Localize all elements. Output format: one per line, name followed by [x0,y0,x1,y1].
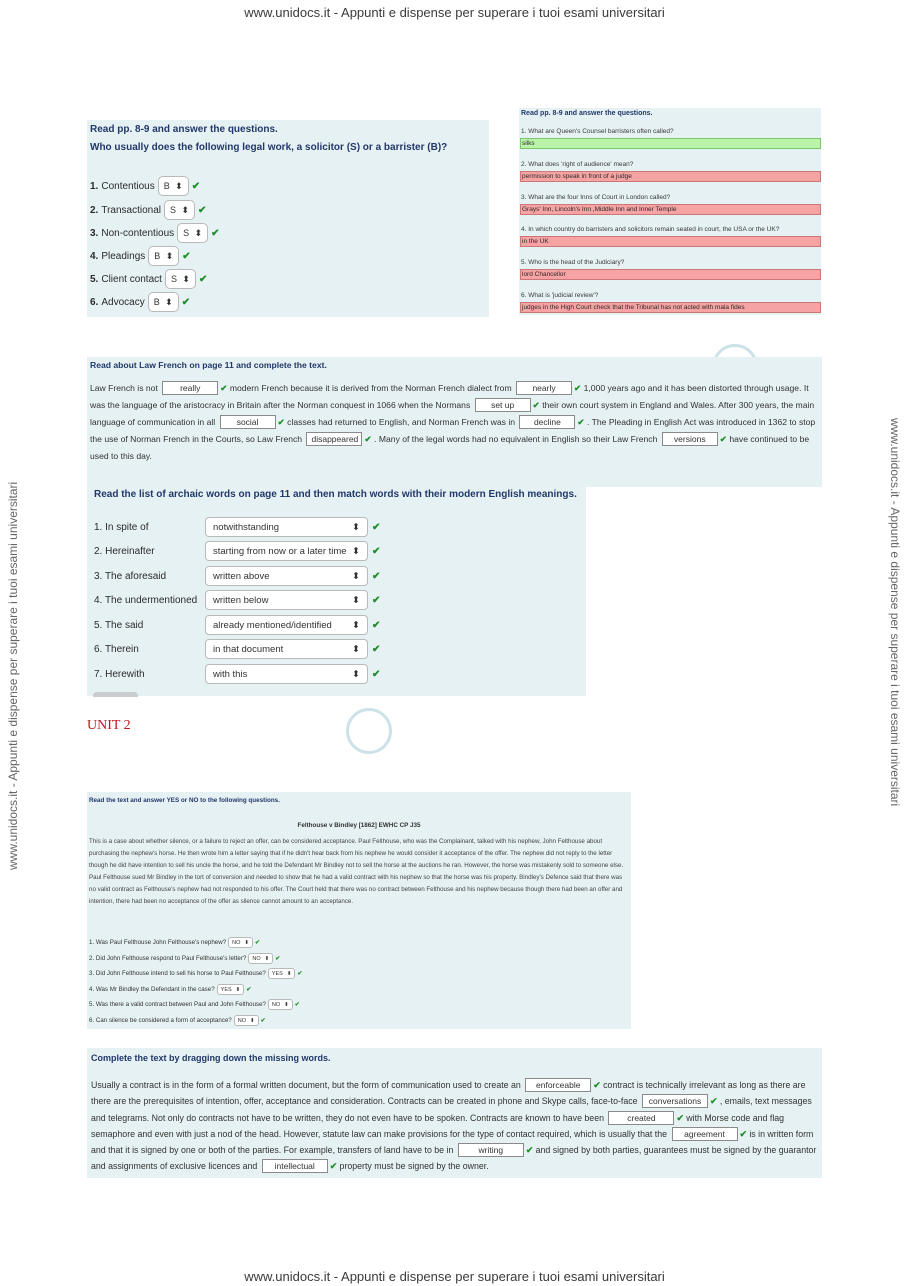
up-down-arrows-icon: ⬍ [264,955,270,962]
legal-item-label: Non-contentious [101,227,175,239]
answer-select[interactable]: B ⬍ [158,176,189,196]
counsel-answer-field[interactable]: in the UK [520,236,821,247]
answer-select[interactable]: B ⬍ [148,292,179,312]
up-down-arrows-icon: ⬍ [194,227,203,238]
archaic-word: 6. Therein [94,643,139,655]
yes-no-select[interactable]: NO ⬍ [234,1015,259,1026]
up-down-arrows-icon: ⬍ [175,180,183,191]
yes-no-question: 1. Was Paul Felthouse John Felthouse's nephew? NO ⬍ ✔ [89,939,261,946]
up-down-arrows-icon: ⬍ [165,250,174,261]
legal-item: 4. Pleadings B ⬍ ✔ [90,246,191,266]
check-icon: ✔ [372,545,381,557]
felthouse-instruction: Read the text and answer YES or NO to the following questions. [89,797,280,804]
side-watermark-right: www.unidocs.it - Appunti e dispense per superare i tuoi esami universitari [888,418,902,807]
yes-no-question: 3. Did John Felthouse intend to sell his horse to Paul Felthouse? YES ⬍ ✔ [89,970,303,977]
legal-work-instruction: Read pp. 8-9 and answer the questions. [90,124,278,135]
check-icon: ✔ [372,668,381,680]
yes-no-select[interactable]: NO ⬍ [248,953,273,964]
answer-blank[interactable]: decline [519,415,575,429]
check-icon: ✔ [198,273,208,285]
check-icon: ✔ [710,1096,718,1107]
yes-no-question: 5. Was there a valid contract between Paul and John Felthouse? NO ⬍ ✔ [89,1001,300,1008]
law-french-instruction: Read about Law French on page 11 and complete the text. [90,360,327,370]
up-down-arrows-icon: ⬍ [286,970,292,977]
yes-no-question: 4. Was Mr Bindley the Defendant in the case? YES ⬍ ✔ [89,986,252,993]
archaic-item [94,517,380,537]
check-icon: ✔ [260,1017,266,1024]
archaic-words-panel [87,487,586,696]
yes-no-select[interactable]: YES ⬍ [217,984,245,995]
contract-instruction: Complete the text by dragging down the missing words. [91,1053,331,1063]
counsel-question: 6. What is 'judicial review'? [521,292,599,299]
check-icon: ✔ [294,1001,300,1008]
legal-item-label: Client contact [101,273,162,285]
answer-blank[interactable]: disappeared [306,432,362,446]
archaic-word: 1. In spite of [94,521,149,533]
check-icon: ✔ [372,594,381,606]
archaic-instruction: Read the list of archaic words on page 11 and then match words with their modern English meanings. [94,489,577,500]
answer-blank[interactable]: social [220,415,276,429]
check-icon: ✔ [372,619,381,631]
legal-item-label: Contentious [101,180,155,192]
legal-item: 3. Non-contentious S ⬍ ✔ [90,223,220,243]
archaic-item [94,566,380,586]
page-footer: www.unidocs.it - Appunti e dispense per superare i tuoi esami universitari [244,1269,665,1284]
answer-blank[interactable]: nearly [516,381,572,395]
answer-select[interactable]: S ⬍ [177,223,208,243]
check-icon: ✔ [329,1161,338,1172]
check-icon: ✔ [191,180,201,192]
drop-blank[interactable]: created [608,1111,674,1125]
yes-no-question: 2. Did John Felthouse respond to Paul Felthouse's letter? NO ⬍ ✔ [89,955,281,962]
drop-blank[interactable]: agreement [672,1127,738,1141]
answer-select[interactable]: S ⬍ [164,200,195,220]
check-icon: ✔ [255,939,261,946]
up-down-arrows-icon: ⬍ [235,986,241,993]
answer-select[interactable]: B ⬍ [148,246,179,266]
archaic-word: 4. The undermentioned [94,594,198,606]
answer-select[interactable]: S ⬍ [165,269,196,289]
counsel-question: 3. What are the four Inns of Court in London called? [521,194,671,201]
archaic-item [94,639,380,659]
check-icon: ✔ [739,1128,747,1139]
archaic-word: 7. Herewith [94,668,145,680]
up-down-arrows-icon: ⬍ [352,668,360,680]
archaic-word: 3. The aforesaid [94,570,167,582]
check-button[interactable] [93,692,138,697]
counsel-instruction: Read pp. 8-9 and answer the questions. [521,110,653,117]
watermark-logo-icon [346,708,392,754]
archaic-item [94,615,380,635]
counsel-answer-field[interactable]: permission to speak in front of a judge [520,171,821,182]
side-watermark-left: www.unidocs.it - Appunti e dispense per superare i tuoi esami universitari [6,481,20,870]
legal-item-label: Advocacy [101,296,145,308]
case-paragraph: This is a case about whether silence, or a failure to reject an offer, can be considered acceptance. Paul Felthouse, who was the Complainant, talked with his nephew, John Felthouse about purchasing the nephew's horse. He then wrote him a letter saying that if he didn't hear back from his nephew he would consider it acceptance of the offer. The nephew did not reply to the letter though he did have intention to sell his uncle the horse, and he told the Defendant Mr Bindley not to sell the horse at the auctions he ran. However, the horse was mistakenly sold to someone else. Paul Felthouse sued Mr Bindley in the tort of conversion and needed to show that he had a valid contract with his nephew so that the horse was his property. Bindley's Defence said that there was no valid contract as Felthouse's nephew had not responded to his offer. The Court held that there was no contract between Felthouse and his nephew because though there had been an offer and intention, there had been no acceptance of the offer as silence cannot amount to an acceptance. [89,838,624,905]
check-icon: ✔ [220,383,228,393]
up-down-arrows-icon: ⬍ [352,643,360,655]
check-icon: ✔ [372,521,381,533]
yes-no-question: 6. Can silence be considered a form of acceptance? NO ⬍ ✔ [89,1017,266,1024]
archaic-word: 2. Hereinafter [94,545,155,557]
check-icon: ✔ [364,434,372,444]
up-down-arrows-icon: ⬍ [352,521,360,533]
check-icon: ✔ [181,296,191,308]
check-icon: ✔ [532,400,540,410]
legal-item: 2. Transactional S ⬍ ✔ [90,200,206,220]
up-down-arrows-icon: ⬍ [250,1017,255,1024]
check-icon: ✔ [372,643,381,655]
answer-blank[interactable]: set up [475,398,531,412]
unit-heading: UNIT 2 [87,718,131,733]
meaning-select[interactable]: already mentioned/identified ⬍ [205,615,368,635]
yes-no-select[interactable]: YES ⬍ [268,968,296,979]
legal-item: 1. Contentious B ⬍ ✔ [90,176,200,196]
meaning-select[interactable]: in that document ⬍ [205,639,368,659]
counsel-answer-field[interactable]: Grays' Inn, Lincoln's Inn ,Middle Inn and Inner Temple [520,204,821,215]
legal-item: 6. Advocacy B ⬍ ✔ [90,292,190,312]
archaic-item [94,590,380,610]
legal-item-label: Pleadings [101,250,146,262]
check-icon: ✔ [676,1112,684,1123]
counsel-answer-field[interactable]: silks [520,138,821,149]
check-icon: ✔ [277,417,285,427]
contract-text: Usually a contract is in the form of a formal written document, but the form of communication used to create an enforceable ✔ contract is technically irrelevant as long as there are there are the prerequisites of intention, offer, acceptance and consideration. Contracts can be created in phone and Skype calls, face-to-face conversations ✔ , emails, text messages and telegrams. Not only do contracts not have to be written, they do not even have to be spoken. Contracts are known to have been created ✔ with Morse code and flag semaphore and even with just a nod of the head. However, statute law can make provisions for the type of contact required, which is usually that the agreement ✔ is in written form and that it is signed by one or both of the parties. For example, transfers of land have to be in writing ✔ and signed by both parties, guarantees must be signed by the guarantor and assignments of exclusive licences and intellectual ✔ property must be signed by the owner. [91,1080,817,1172]
counsel-answer-field[interactable]: judges in the High Court check that the Tribunal has not acted with mala fides [520,302,821,313]
check-icon: ✔ [211,227,220,239]
up-down-arrows-icon: ⬍ [182,273,190,284]
check-icon: ✔ [574,383,582,393]
archaic-item [94,541,380,561]
case-title: Felthouse v Bindley [1862] EWHC CP J35 [297,822,421,829]
law-french-text: Law French is not really ✔ modern French because it is derived from the Norman French dialect from nearly ✔ 1,000 years ago and it has been distorted through usage. It was the language of the aristocracy in Britain after the Norman conquest in 1066 when the Normans set up ✔ their own court system in England and Wales. After 300 years, the main language of communication in all social ✔ classes had returned to English, and Norman French was in decline ✔ . The Pleading in English Act was introduced in 1362 to stop the use of Norman French in the Courts, so Law French disappeared ✔ . Many of the legal words had no equivalent in English so their Law French versions ✔ have continued to be used to this day. [90,383,816,461]
drop-blank[interactable]: enforceable [525,1078,591,1092]
meaning-select[interactable]: with this ⬍ [205,664,368,684]
answer-blank[interactable]: really [162,381,218,395]
check-icon: ✔ [525,1145,534,1156]
check-icon: ✔ [719,434,727,444]
up-down-arrows-icon: ⬍ [181,204,190,215]
check-icon: ✔ [182,250,191,262]
meaning-select[interactable]: written below ⬍ [205,590,368,610]
meaning-select[interactable]: notwithstanding ⬍ [205,517,368,537]
contract-panel [87,1048,822,1178]
legal-work-question: Who usually does the following legal work, a solicitor (S) or a barrister (B)? [90,142,448,153]
archaic-item [94,664,380,684]
counsel-question: 4. In which country do barristers and solicitors remain seated in court, the USA or the UK? [521,226,780,233]
check-icon: ✔ [297,970,303,977]
counsel-answer-field[interactable]: lord Chancellor [520,269,821,280]
legal-item-label: Transactional [101,204,162,216]
check-icon: ✔ [198,204,207,216]
legal-item: 5. Client contact S ⬍ ✔ [90,269,207,289]
yes-no-select[interactable]: NO ⬍ [268,999,293,1010]
up-down-arrows-icon: ⬍ [165,296,173,307]
archaic-word: 5. The said [94,619,144,631]
check-icon: ✔ [372,570,381,582]
felthouse-panel [87,792,631,1029]
up-down-arrows-icon: ⬍ [244,939,250,946]
check-icon: ✔ [577,417,585,427]
counsel-question: 5. Who is the head of the Judiciary? [521,259,625,266]
up-down-arrows-icon: ⬍ [352,570,360,582]
meaning-select[interactable]: written above ⬍ [205,566,368,586]
up-down-arrows-icon: ⬍ [352,545,360,557]
answer-blank[interactable]: versions [662,432,718,446]
check-icon: ✔ [275,955,281,962]
page-header: www.unidocs.it - Appunti e dispense per superare i tuoi esami universitari [244,5,665,20]
yes-no-select[interactable]: NO ⬍ [228,937,253,948]
drop-blank[interactable]: writing [458,1143,524,1157]
counsel-question: 2. What does 'right of audience' mean? [521,161,634,168]
counsel-question: 1. What are Queen's Counsel barristers often called? [521,128,674,135]
check-icon: ✔ [246,986,252,993]
check-icon: ✔ [593,1080,601,1090]
drop-blank[interactable]: intellectual [262,1159,328,1173]
drop-blank[interactable]: conversations [642,1094,708,1108]
up-down-arrows-icon: ⬍ [352,594,360,606]
law-french-panel [87,357,822,487]
up-down-arrows-icon: ⬍ [284,1001,289,1008]
counsel-questions-panel [519,108,821,315]
legal-work-panel [87,120,489,317]
meaning-select[interactable]: starting from now or a later time ⬍ [205,541,368,561]
up-down-arrows-icon: ⬍ [352,619,360,631]
